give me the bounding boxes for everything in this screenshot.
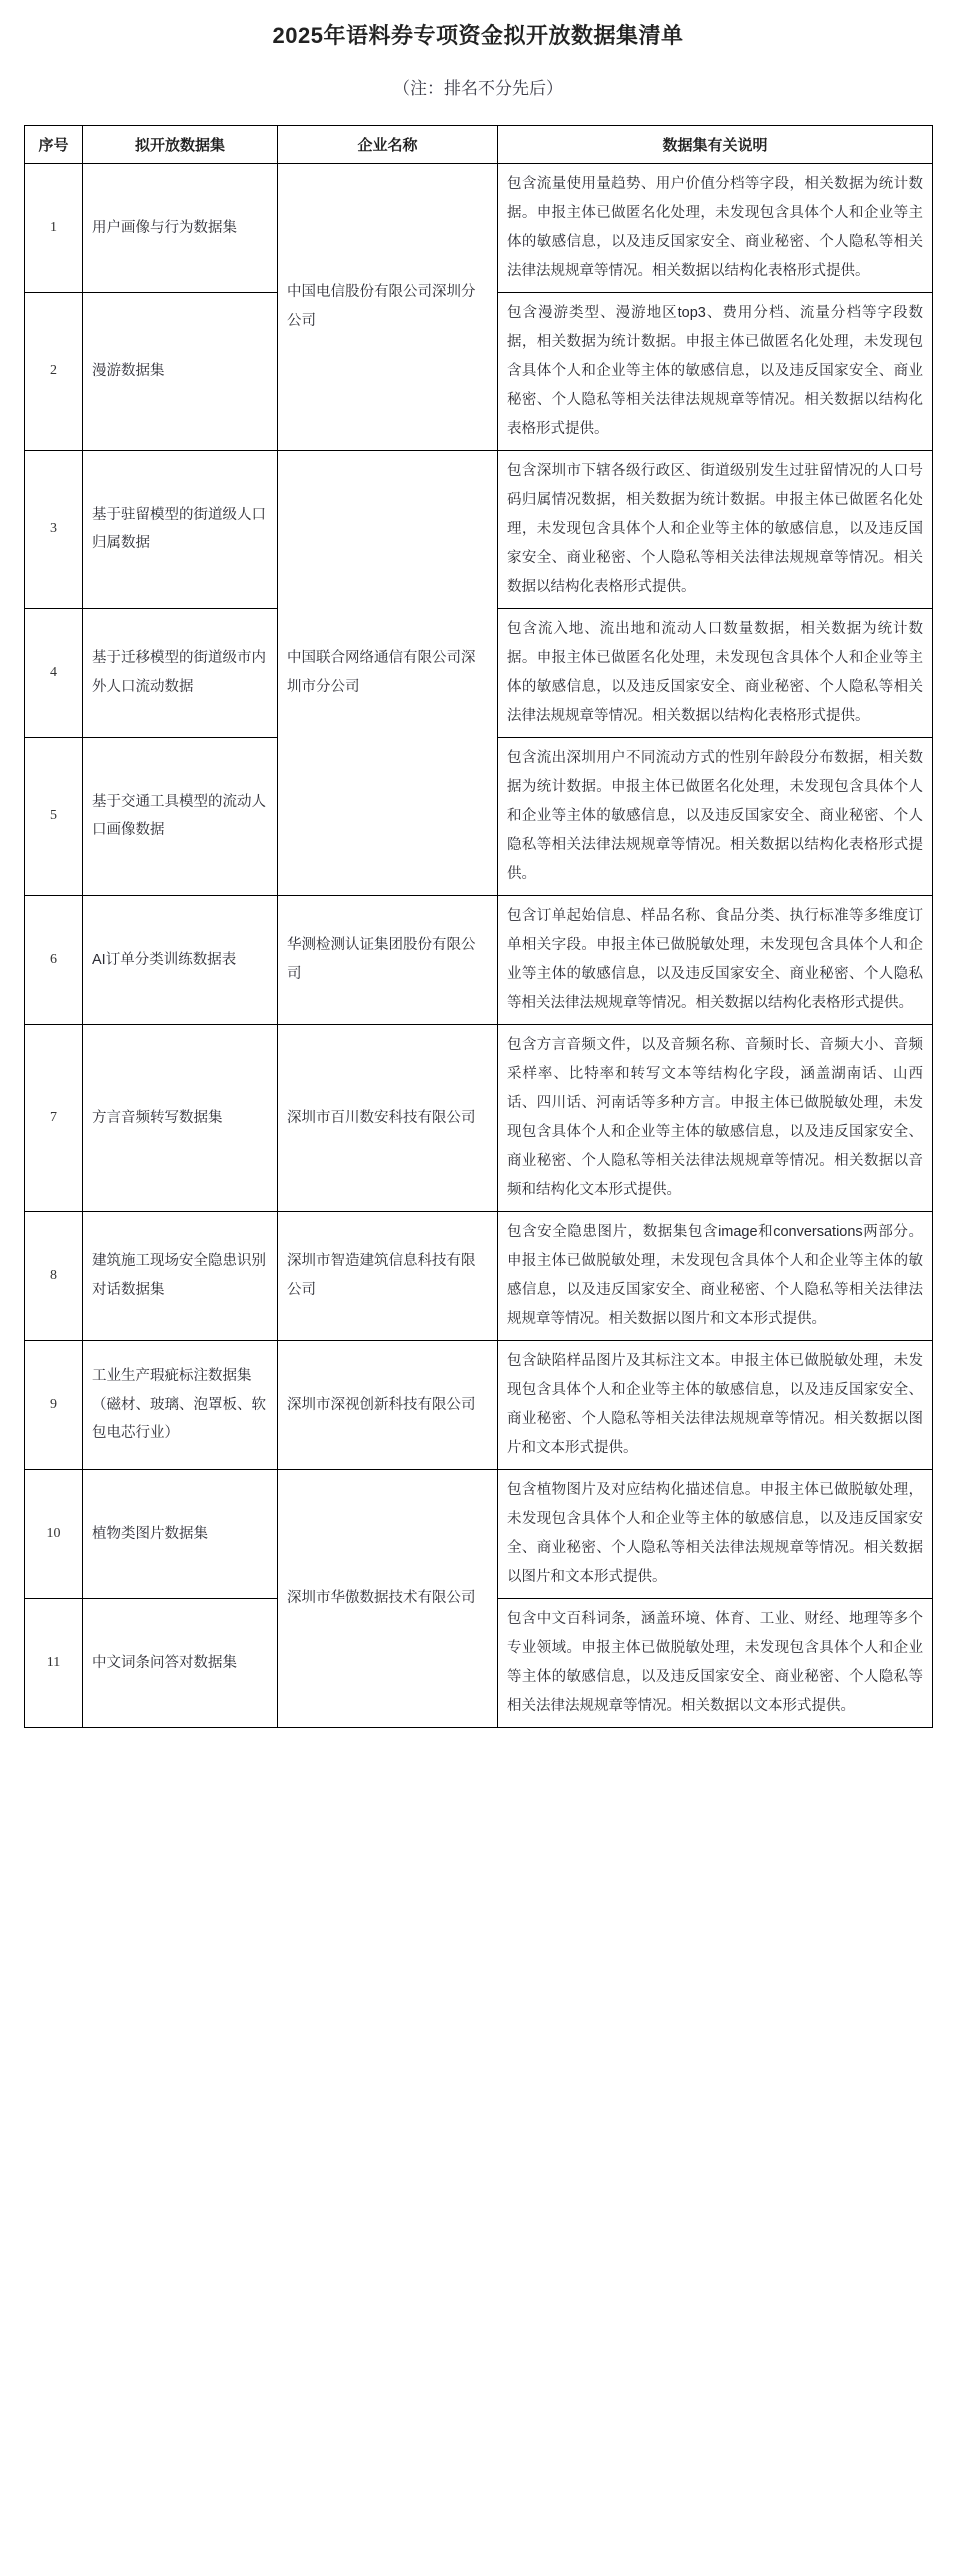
cell-company: 深圳市深视创新科技有限公司 xyxy=(278,1340,498,1469)
column-header-dataset: 拟开放数据集 xyxy=(83,125,278,163)
table-row xyxy=(25,1024,933,1211)
cell-dataset: 中文词条问答对数据集 xyxy=(83,1598,278,1727)
cell-seq: 8 xyxy=(25,1211,83,1340)
cell-description: 包含订单起始信息、样品名称、食品分类、执行标准等多维度订单相关字段。申报主体已做脱敏处理，未发现包含具体个人和企业等主体的敏感信息，以及违反国家安全、商业秘密、个人隐私等相关法律法规规章等情况。相关数据以结构化表格形式提供。 xyxy=(498,895,933,1024)
cell-description: 包含流入地、流出地和流动人口数量数据，相关数据为统计数据。申报主体已做匿名化处理，未发现包含具体个人和企业等主体的敏感信息，以及违反国家安全、商业秘密、个人隐私等相关法律法规规章等情况。相关数据以结构化表格形式提供。 xyxy=(498,608,933,737)
cell-seq: 4 xyxy=(25,608,83,737)
cell-dataset: 基于迁移模型的街道级市内外人口流动数据 xyxy=(83,608,278,737)
cell-description: 包含植物图片及对应结构化描述信息。申报主体已做脱敏处理，未发现包含具体个人和企业等主体的敏感信息，以及违反国家安全、商业秘密、个人隐私等相关法律法规规章等情况。相关数据以图片和文本形式提供。 xyxy=(498,1469,933,1598)
cell-company: 深圳市智造建筑信息科技有限公司 xyxy=(278,1211,498,1340)
table-header xyxy=(25,125,933,163)
cell-description: 包含漫游类型、漫游地区top3、费用分档、流量分档等字段数据，相关数据为统计数据。申报主体已做匿名化处理，未发现包含具体个人和企业等主体的敏感信息，以及违反国家安全、商业秘密、个人隐私等相关法律法规规章等情况。相关数据以结构化表格形式提供。 xyxy=(498,292,933,450)
table-row xyxy=(25,450,933,608)
cell-dataset: 用户画像与行为数据集 xyxy=(83,163,278,292)
cell-dataset: 方言音频转写数据集 xyxy=(83,1024,278,1211)
cell-dataset: 漫游数据集 xyxy=(83,292,278,450)
cell-seq: 3 xyxy=(25,450,83,608)
cell-seq: 9 xyxy=(25,1340,83,1469)
table-row xyxy=(25,1211,933,1340)
cell-seq: 2 xyxy=(25,292,83,450)
table-row xyxy=(25,163,933,292)
cell-description: 包含方言音频文件，以及音频名称、音频时长、音频大小、音频采样率、比特率和转写文本等结构化字段，涵盖湖南话、山西话、四川话、河南话等多种方言。申报主体已做脱敏处理，未发现包含具体个人和企业等主体的敏感信息，以及违反国家安全、商业秘密、个人隐私等相关法律法规规章等情况。相关数据以音频和结构化文本形式提供。 xyxy=(498,1024,933,1211)
column-header-seq: 序号 xyxy=(25,125,83,163)
column-header-description: 数据集有关说明 xyxy=(498,125,933,163)
column-header-company: 企业名称 xyxy=(278,125,498,163)
cell-dataset: AI订单分类训练数据表 xyxy=(83,895,278,1024)
cell-dataset: 工业生产瑕疵标注数据集（磁材、玻璃、泡罩板、软包电芯行业） xyxy=(83,1340,278,1469)
table-row xyxy=(25,1469,933,1598)
page-title: 2025年语料券专项资金拟开放数据集清单 xyxy=(272,23,684,48)
table-row xyxy=(25,1340,933,1469)
cell-company: 中国电信股份有限公司深圳分公司 xyxy=(278,163,498,450)
cell-dataset: 基于交通工具模型的流动人口画像数据 xyxy=(83,737,278,895)
cell-company: 深圳市华傲数据技术有限公司 xyxy=(278,1469,498,1727)
cell-description: 包含流量使用量趋势、用户价值分档等字段，相关数据为统计数据。申报主体已做匿名化处理，未发现包含具体个人和企业等主体的敏感信息，以及违反国家安全、商业秘密、个人隐私等相关法律法规规章等情况。相关数据以结构化表格形式提供。 xyxy=(498,163,933,292)
cell-company: 深圳市百川数安科技有限公司 xyxy=(278,1024,498,1211)
cell-dataset: 植物类图片数据集 xyxy=(83,1469,278,1598)
cell-dataset: 基于驻留模型的街道级人口归属数据 xyxy=(83,450,278,608)
dataset-list-table xyxy=(24,125,933,1728)
table-row xyxy=(25,895,933,1024)
table-body xyxy=(25,163,933,1727)
cell-dataset: 建筑施工现场安全隐患识别对话数据集 xyxy=(83,1211,278,1340)
cell-seq: 1 xyxy=(25,163,83,292)
cell-description: 包含缺陷样品图片及其标注文本。申报主体已做脱敏处理，未发现包含具体个人和企业等主体的敏感信息，以及违反国家安全、商业秘密、个人隐私等相关法律法规规章等情况。相关数据以图片和文本形式提供。 xyxy=(498,1340,933,1469)
cell-description: 包含安全隐患图片，数据集包含image和conversations两部分。申报主体已做脱敏处理，未发现包含具体个人和企业等主体的敏感信息，以及违反国家安全、商业秘密、个人隐私等相关法律法规规章等情况。相关数据以图片和文本形式提供。 xyxy=(498,1211,933,1340)
cell-company: 华测检测认证集团股份有限公司 xyxy=(278,895,498,1024)
cell-description: 包含流出深圳用户不同流动方式的性别年龄段分布数据，相关数据为统计数据。申报主体已做匿名化处理，未发现包含具体个人和企业等主体的敏感信息，以及违反国家安全、商业秘密、个人隐私等相关法律法规规章等情况。相关数据以结构化表格形式提供。 xyxy=(498,737,933,895)
cell-seq: 11 xyxy=(25,1598,83,1727)
cell-description: 包含中文百科词条，涵盖环境、体育、工业、财经、地理等多个专业领域。申报主体已做脱敏处理，未发现包含具体个人和企业等主体的敏感信息，以及违反国家安全、商业秘密、个人隐私等相关法律法规规章等情况。相关数据以文本形式提供。 xyxy=(498,1598,933,1727)
cell-seq: 10 xyxy=(25,1469,83,1598)
cell-company: 中国联合网络通信有限公司深圳市分公司 xyxy=(278,450,498,895)
cell-seq: 7 xyxy=(25,1024,83,1211)
table-header-row xyxy=(25,125,933,163)
cell-description: 包含深圳市下辖各级行政区、街道级别发生过驻留情况的人口号码归属情况数据，相关数据为统计数据。申报主体已做匿名化处理，未发现包含具体个人和企业等主体的敏感信息，以及违反国家安全、商业秘密、个人隐私等相关法律法规规章等情况。相关数据以结构化表格形式提供。 xyxy=(498,450,933,608)
cell-seq: 6 xyxy=(25,895,83,1024)
cell-seq: 5 xyxy=(25,737,83,895)
page-subtitle-note: （注：排名不分先后） xyxy=(393,78,563,98)
